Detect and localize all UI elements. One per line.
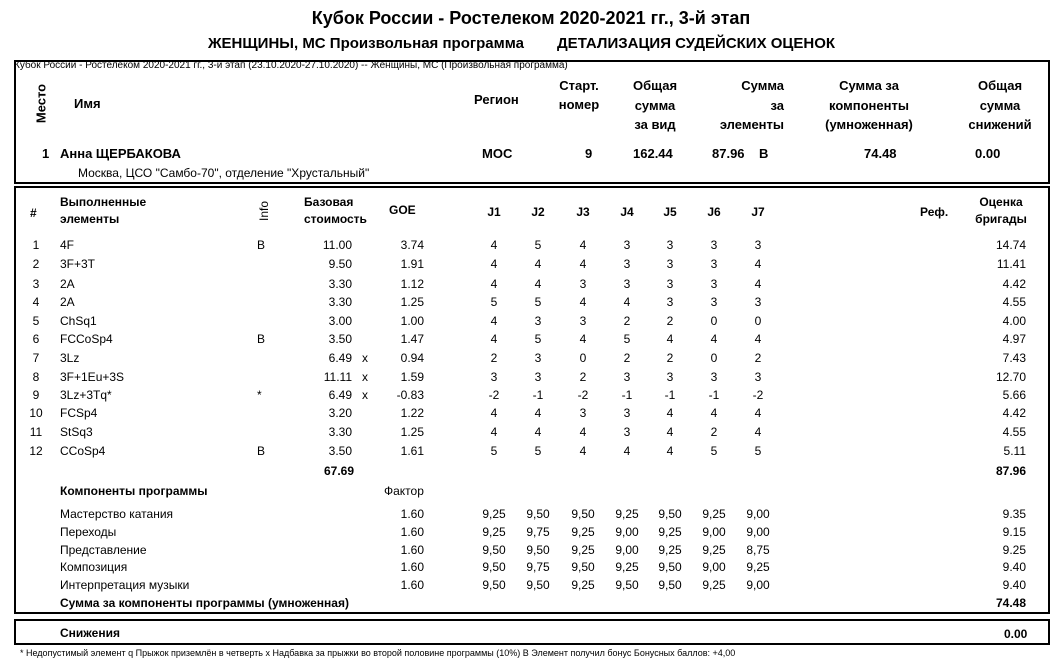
judge-header-7: J7 — [751, 205, 765, 219]
skater-elements: 87.96 — [712, 146, 745, 161]
element-number: 12 — [29, 444, 43, 458]
judge-score: 4 — [666, 444, 674, 458]
element-code: FCSp4 — [60, 406, 98, 420]
element-base-value: 6.49 — [328, 351, 352, 365]
judge-score: 4 — [754, 277, 762, 291]
judge-score: 3 — [666, 277, 674, 291]
judge-score: 4 — [579, 238, 587, 252]
judge-score: 4 — [666, 425, 674, 439]
element-panel-score: 12.70 — [995, 370, 1026, 384]
judge-score: 4 — [623, 295, 631, 309]
judge-score: -2 — [752, 388, 764, 402]
col-info-header: Info — [257, 201, 271, 222]
deductions-label: Снижения — [60, 626, 120, 640]
component-score: 9.40 — [1002, 560, 1026, 574]
component-judge-score: 9,00 — [746, 525, 770, 539]
judge-score: 3 — [754, 238, 762, 252]
col-score-l1: Оценка — [979, 195, 1023, 209]
component-factor: 1.60 — [400, 578, 424, 592]
component-judge-score: 9,00 — [746, 578, 770, 592]
judge-score: 3 — [710, 277, 718, 291]
component-judge-score: 9,25 — [615, 560, 639, 574]
component-judge-score: 9,25 — [658, 543, 682, 557]
judge-score: 3 — [579, 277, 587, 291]
judge-score: 5 — [534, 238, 542, 252]
element-number: 5 — [32, 314, 40, 328]
judge-score: 5 — [534, 295, 542, 309]
judge-score: 3 — [534, 370, 542, 384]
component-judge-score: 9,50 — [526, 543, 550, 557]
skater-deductions: 0.00 — [975, 146, 1001, 161]
col-place-header: Место — [33, 83, 49, 124]
component-judge-score: 9,25 — [482, 507, 506, 521]
col-elem-l3: элементы — [719, 117, 784, 132]
element-code: 2A — [60, 277, 75, 291]
judge-score: 4 — [534, 425, 542, 439]
element-panel-score: 4.42 — [1002, 277, 1026, 291]
judge-score: 4 — [579, 425, 587, 439]
judge-score: -1 — [621, 388, 633, 402]
component-judge-score: 9,25 — [702, 578, 726, 592]
element-goe: 1.47 — [400, 332, 424, 346]
component-judge-score: 9,25 — [702, 507, 726, 521]
component-factor: 1.60 — [400, 560, 424, 574]
judge-score: 3 — [710, 295, 718, 309]
component-score: 9.35 — [1002, 507, 1026, 521]
element-number: 10 — [29, 406, 43, 420]
judge-header-4: J4 — [620, 205, 634, 219]
judge-score: 5 — [710, 444, 718, 458]
judge-header-2: J2 — [531, 205, 545, 219]
col-elements-header — [690, 76, 784, 135]
judge-score: 3 — [623, 406, 631, 420]
judge-score: 4 — [534, 277, 542, 291]
judge-score: 4 — [579, 332, 587, 346]
judge-score: 3 — [710, 257, 718, 271]
judge-score: 2 — [623, 314, 631, 328]
judge-score: 4 — [534, 406, 542, 420]
judge-score: 2 — [666, 314, 674, 328]
element-code: 4F — [60, 238, 75, 252]
col-comp-l2: компоненты — [829, 97, 909, 113]
component-judge-score: 9,25 — [658, 525, 682, 539]
col-elem-l2: элементы — [60, 212, 120, 226]
judge-score: 4 — [754, 406, 762, 420]
component-judge-score: 9,75 — [526, 525, 550, 539]
judge-score: 4 — [623, 444, 631, 458]
col-name-header: Имя — [74, 96, 101, 111]
component-judge-score: 9,50 — [482, 543, 506, 557]
element-number: 3 — [32, 277, 40, 291]
element-panel-score: 4.55 — [1002, 425, 1026, 439]
col-components-header — [810, 76, 928, 135]
element-number: 6 — [32, 332, 40, 346]
judge-score: 4 — [710, 406, 718, 420]
judge-score: 3 — [666, 257, 674, 271]
col-comp-l1: Сумма за — [839, 78, 899, 93]
judge-score: -1 — [708, 388, 720, 402]
element-goe: 3.74 — [400, 238, 424, 252]
element-number: 1 — [32, 238, 40, 252]
element-bonus-mark: x — [362, 388, 368, 402]
judge-score: -1 — [532, 388, 544, 402]
element-base-value: 3.00 — [328, 314, 352, 328]
skater-place: 1 — [42, 146, 50, 161]
judge-score: 3 — [623, 257, 631, 271]
judge-score: 2 — [710, 425, 718, 439]
col-elem-header — [60, 194, 146, 228]
element-panel-score: 5.11 — [1003, 444, 1026, 458]
element-code: 3Lz+3Tq* — [60, 388, 112, 402]
judge-score: 3 — [623, 277, 631, 291]
component-judge-score: 9,75 — [526, 560, 550, 574]
skater-club: Москва, ЦСО "Самбо-70", отделение "Хрустальный" — [78, 166, 370, 180]
component-judge-score: 9,50 — [482, 578, 506, 592]
components-sum-value: 74.48 — [996, 596, 1027, 610]
deductions-value: 0.00 — [1004, 627, 1028, 641]
judge-score: 3 — [490, 370, 498, 384]
component-judge-score: 9,50 — [526, 507, 550, 521]
judge-score: 4 — [534, 257, 542, 271]
judge-score: 3 — [710, 370, 718, 384]
element-base-value: 9.50 — [328, 257, 352, 271]
element-number: 9 — [32, 388, 40, 402]
element-base-value: 6.49 — [328, 388, 352, 402]
judge-header-1: J1 — [487, 205, 501, 219]
element-code: 3F+1Eu+3S — [60, 370, 125, 384]
skater-start-no: 9 — [585, 146, 593, 161]
judge-score: 3 — [579, 314, 587, 328]
col-start-l2: номер — [558, 97, 600, 112]
col-num-header: # — [30, 206, 37, 220]
element-number: 7 — [32, 351, 40, 365]
col-base-l1: Базовая — [304, 195, 354, 209]
element-base-value: 11.11 — [323, 370, 352, 384]
judge-score: 3 — [666, 238, 674, 252]
deductions-box — [14, 619, 1050, 645]
element-number: 8 — [32, 370, 40, 384]
component-judge-score: 9,00 — [746, 507, 770, 521]
base-total: 67.69 — [324, 464, 355, 478]
element-panel-score: 14.74 — [995, 238, 1026, 252]
col-ref-header: Реф. — [920, 205, 949, 219]
col-start-header — [544, 76, 614, 114]
element-panel-score: 7.43 — [1002, 351, 1026, 365]
element-number: 2 — [32, 257, 40, 271]
col-base-header — [304, 194, 367, 228]
component-judge-score: 9,00 — [702, 560, 726, 574]
element-base-value: 3.50 — [328, 332, 352, 346]
element-base-value: 3.30 — [328, 425, 352, 439]
component-judge-score: 9,50 — [571, 507, 595, 521]
judge-score: -2 — [488, 388, 500, 402]
component-judge-score: 9,50 — [526, 578, 550, 592]
judge-score: 3 — [534, 351, 542, 365]
component-judge-score: 9,00 — [615, 525, 639, 539]
element-panel-score: 4.42 — [1002, 406, 1026, 420]
col-ded-l3: снижений — [968, 117, 1032, 132]
element-number: 4 — [32, 295, 40, 309]
judge-score: 4 — [490, 425, 498, 439]
col-elem-l1: Выполненные — [60, 195, 147, 209]
judge-score: 4 — [579, 257, 587, 271]
judge-score: 5 — [534, 332, 542, 346]
element-goe: 1.59 — [400, 370, 424, 384]
col-start-l1: Старт. — [559, 78, 599, 93]
element-goe: 1.25 — [400, 425, 424, 439]
judge-score: 4 — [754, 425, 762, 439]
component-judge-score: 9,50 — [658, 578, 682, 592]
judge-score: 4 — [490, 332, 498, 346]
judge-score: 4 — [666, 332, 674, 346]
component-factor: 1.60 — [400, 543, 424, 557]
components-header: Компоненты программы — [60, 484, 208, 498]
judge-score: 3 — [754, 370, 762, 384]
col-total-header — [620, 76, 690, 135]
judge-score: 2 — [754, 351, 762, 365]
component-name: Интерпретация музыки — [60, 578, 190, 592]
component-judge-score: 9,25 — [746, 560, 770, 574]
component-factor: 1.60 — [400, 507, 424, 521]
judge-score: 4 — [754, 332, 762, 346]
col-comp-l3: (умноженная) — [825, 117, 913, 132]
judge-score: 5 — [490, 444, 498, 458]
component-judge-score: 9,25 — [571, 543, 595, 557]
col-goe-header: GOE — [389, 203, 416, 217]
elements-total: 87.96 — [996, 464, 1027, 478]
component-name: Переходы — [60, 525, 117, 539]
element-code: FCCoSp4 — [60, 332, 113, 346]
judge-score: 4 — [490, 238, 498, 252]
page-title: Кубок России - Ростелеком 2020-2021 гг., 3-й этап — [311, 8, 751, 28]
skater-total: 162.44 — [633, 146, 673, 161]
component-judge-score: 9,00 — [615, 543, 639, 557]
component-score: 9.40 — [1002, 578, 1026, 592]
component-judge-score: 9,25 — [702, 543, 726, 557]
element-goe: 1.25 — [400, 295, 424, 309]
judge-score: 5 — [490, 295, 498, 309]
element-base-value: 3.30 — [328, 277, 352, 291]
element-goe: 1.91 — [400, 257, 424, 271]
element-code: 3Lz — [60, 351, 80, 365]
element-goe: 1.22 — [400, 406, 424, 420]
judge-score: 5 — [754, 444, 762, 458]
component-factor: 1.60 — [400, 525, 424, 539]
judge-score: 4 — [579, 444, 587, 458]
component-name: Композиция — [60, 560, 128, 574]
element-goe: 1.00 — [400, 314, 424, 328]
element-goe: 0.94 — [400, 351, 424, 365]
footnote: * Недопустимый элемент q Прыжок приземлён в четверть x Надбавка за прыжки во второй половине программы (10%) B Элемент получил бонус Бонусных баллов: +4,00 — [20, 648, 736, 658]
judge-score: 3 — [623, 425, 631, 439]
element-info: B — [257, 444, 266, 458]
judge-score: -1 — [664, 388, 676, 402]
element-code: StSq3 — [60, 425, 93, 439]
judge-score: 2 — [490, 351, 498, 365]
element-base-value: 3.30 — [328, 295, 352, 309]
judge-score: 0 — [579, 351, 587, 365]
judge-header-6: J6 — [707, 205, 721, 219]
element-code: 2A — [60, 295, 75, 309]
judge-score: 3 — [579, 406, 587, 420]
component-judge-score: 9,50 — [615, 578, 639, 592]
component-score: 9.25 — [1002, 543, 1026, 557]
judge-score: 3 — [754, 295, 762, 309]
judge-score: 0 — [710, 351, 718, 365]
component-judge-score: 9,00 — [702, 525, 726, 539]
judge-score: 3 — [623, 370, 631, 384]
component-name: Представление — [60, 543, 147, 557]
element-bonus-mark: x — [362, 370, 368, 384]
component-judge-score: 9,50 — [658, 560, 682, 574]
element-bonus-mark: x — [362, 351, 368, 365]
judge-score: 5 — [534, 444, 542, 458]
page-subtitle-right: ДЕТАЛИЗАЦИЯ СУДЕЙСКИХ ОЦЕНОК — [557, 35, 836, 52]
judge-score: 4 — [666, 406, 674, 420]
judge-score: 4 — [490, 277, 498, 291]
element-goe: -0.83 — [396, 388, 424, 402]
component-judge-score: 9,25 — [571, 525, 595, 539]
component-judge-score: 9,50 — [658, 507, 682, 521]
judge-score: 3 — [534, 314, 542, 328]
element-panel-score: 5.66 — [1002, 388, 1026, 402]
judge-score: 4 — [490, 406, 498, 420]
judge-score: 4 — [710, 332, 718, 346]
col-region-header: Регион — [474, 92, 519, 107]
judge-score: 4 — [579, 295, 587, 309]
component-judge-score: 8,75 — [746, 543, 770, 557]
judge-header-5: J5 — [663, 205, 677, 219]
col-ded-l2: сумма — [979, 97, 1021, 113]
element-goe: 1.12 — [400, 277, 424, 291]
event-line: Кубок России - Ростелеком 2020-2021 гг., 3-й этап (23.10.2020-27.10.2020) -- Женщины, МС (Произвольная программа) — [14, 60, 568, 71]
component-judge-score: 9,50 — [571, 560, 595, 574]
element-code: 3F+3T — [60, 257, 96, 271]
skater-name: Анна ЩЕРБАКОВА — [60, 146, 181, 161]
skater-components: 74.48 — [864, 146, 897, 161]
judge-score: 4 — [490, 314, 498, 328]
element-panel-score: 4.55 — [1002, 295, 1026, 309]
col-total-l3: за вид — [634, 117, 676, 132]
element-info: * — [257, 388, 262, 402]
judge-score: 2 — [666, 351, 674, 365]
judge-score: 3 — [666, 295, 674, 309]
element-panel-score: 4.00 — [1002, 314, 1026, 328]
judge-score: 2 — [623, 351, 631, 365]
component-judge-score: 9,25 — [571, 578, 595, 592]
judge-score: 5 — [623, 332, 631, 346]
judge-score: 2 — [579, 370, 587, 384]
component-name: Мастерство катания — [60, 507, 174, 521]
judge-header-3: J3 — [576, 205, 590, 219]
element-number: 11 — [29, 425, 43, 439]
element-info: B — [257, 238, 266, 252]
element-info: B — [257, 332, 266, 346]
col-score-header — [966, 194, 1036, 228]
skater-region: МОС — [482, 146, 513, 161]
component-judge-score: 9,50 — [482, 560, 506, 574]
element-code: CCoSp4 — [60, 444, 106, 458]
judge-score: -2 — [577, 388, 589, 402]
components-sum-label: Сумма за компоненты программы (умноженная) — [60, 596, 349, 610]
col-total-l2: сумма — [634, 97, 676, 113]
element-base-value: 3.50 — [328, 444, 352, 458]
element-base-value: 11.00 — [322, 238, 352, 252]
component-score: 9.15 — [1002, 525, 1026, 539]
judge-score: 3 — [666, 370, 674, 384]
judge-score: 4 — [490, 257, 498, 271]
judge-score: 3 — [623, 238, 631, 252]
col-total-l1: Общая — [632, 78, 678, 93]
element-panel-score: 11.41 — [996, 257, 1026, 271]
col-deductions-header — [950, 76, 1050, 135]
page-subtitle-left: ЖЕНЩИНЫ, МС Произвольная программа — [208, 35, 524, 52]
col-score-l2: бригады — [975, 212, 1027, 226]
element-code: ChSq1 — [60, 314, 97, 328]
judge-score: 0 — [754, 314, 762, 328]
element-base-value: 3.20 — [328, 406, 352, 420]
col-ded-l1: Общая — [977, 78, 1023, 93]
col-base-l2: стоимость — [304, 212, 367, 226]
judge-score: 3 — [710, 238, 718, 252]
element-goe: 1.61 — [400, 444, 424, 458]
component-judge-score: 9,25 — [482, 525, 506, 539]
factor-header: Фактор — [384, 484, 424, 498]
col-elem-l1: Сумма — [741, 78, 784, 93]
judge-score: 0 — [710, 314, 718, 328]
component-judge-score: 9,25 — [615, 507, 639, 521]
skater-elements-flag: B — [759, 146, 769, 161]
col-elem-l2: за — [770, 97, 784, 113]
judge-score: 4 — [754, 257, 762, 271]
element-panel-score: 4.97 — [1002, 332, 1026, 346]
